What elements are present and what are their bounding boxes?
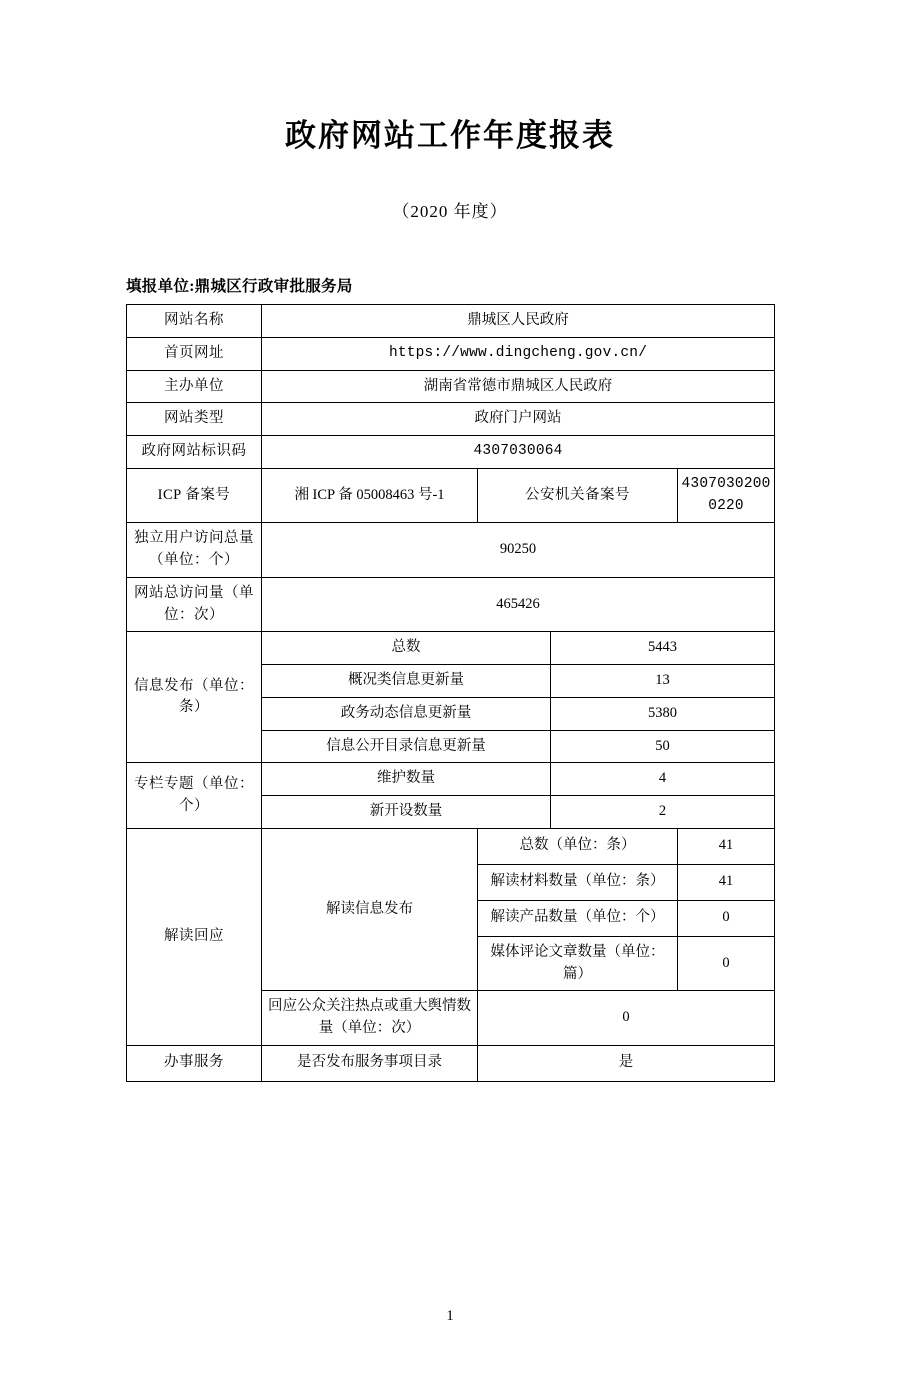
table-row	[127, 305, 775, 338]
table-row	[127, 337, 775, 370]
site-name-label: 网站名称	[127, 305, 262, 338]
service-label: 办事服务	[127, 1045, 262, 1081]
interpretation-row-name: 总数（单位：条）	[478, 828, 678, 864]
column-topic-label: 专栏专题（单位：个）	[127, 763, 262, 829]
info-publish-row-name: 概况类信息更新量	[262, 665, 551, 698]
table-row	[127, 632, 775, 665]
info-publish-row-name: 总数	[262, 632, 551, 665]
service-directory-value: 是	[478, 1045, 775, 1081]
info-publish-row-value: 5380	[551, 697, 775, 730]
page-subtitle: （2020 年度）	[392, 202, 508, 221]
info-publish-label: 信息发布（单位：条）	[127, 632, 262, 763]
unique-visitors-value: 90250	[262, 523, 775, 578]
info-publish-row-value: 50	[551, 730, 775, 763]
interpretation-row-value: 0	[678, 900, 775, 936]
total-visits-value: 465426	[262, 577, 775, 632]
site-code-value: 4307030064	[262, 436, 775, 469]
site-code-label: 政府网站标识码	[127, 436, 262, 469]
homepage-label: 首页网址	[127, 337, 262, 370]
homepage-value: https://www.dingcheng.gov.cn/	[262, 337, 775, 370]
interpretation-row-value: 0	[678, 936, 775, 991]
column-topic-row-name: 新开设数量	[262, 796, 551, 829]
interpretation-row-value: 41	[678, 828, 775, 864]
table-row	[127, 577, 775, 632]
info-publish-row-value: 13	[551, 665, 775, 698]
interpretation-label: 解读回应	[127, 828, 262, 1045]
info-publish-row-value: 5443	[551, 632, 775, 665]
site-type-label: 网站类型	[127, 403, 262, 436]
column-topic-row-value: 2	[551, 796, 775, 829]
site-name-value: 鼎城区人民政府	[262, 305, 775, 338]
table-row	[127, 468, 775, 523]
table-row	[127, 763, 775, 796]
table-row	[127, 523, 775, 578]
table-row	[127, 828, 775, 864]
response-hotspot-label: 回应公众关注热点或重大舆情数量（单位：次）	[262, 991, 478, 1046]
interpretation-row-name: 解读产品数量（单位：个）	[478, 900, 678, 936]
interpretation-publish-label: 解读信息发布	[262, 828, 478, 991]
table-row	[127, 436, 775, 469]
response-hotspot-value: 0	[478, 991, 775, 1046]
icp-label: ICP 备案号	[127, 468, 262, 523]
page-number: 1	[446, 1308, 454, 1324]
sponsor-label: 主办单位	[127, 370, 262, 403]
page-title: 政府网站工作年度报表	[285, 118, 615, 154]
interpretation-row-value: 41	[678, 864, 775, 900]
site-type-value: 政府门户网站	[262, 403, 775, 436]
unique-visitors-label: 独立用户访问总量（单位：个）	[127, 523, 262, 578]
icp-value: 湘 ICP 备 05008463 号-1	[262, 468, 478, 523]
table-row	[127, 1045, 775, 1081]
interpretation-row-name: 媒体评论文章数量（单位：篇）	[478, 936, 678, 991]
total-visits-label: 网站总访问量（单位：次）	[127, 577, 262, 632]
filing-unit-line: 填报单位:鼎城区行政审批服务局	[126, 278, 353, 295]
sponsor-value: 湖南省常德市鼎城区人民政府	[262, 370, 775, 403]
table-row	[127, 370, 775, 403]
table-row	[127, 403, 775, 436]
police-record-value: 43070302000220	[678, 468, 775, 523]
service-directory-label: 是否发布服务事项目录	[262, 1045, 478, 1081]
interpretation-row-name: 解读材料数量（单位：条）	[478, 864, 678, 900]
info-publish-row-name: 信息公开目录信息更新量	[262, 730, 551, 763]
column-topic-row-value: 4	[551, 763, 775, 796]
annual-report-table	[126, 304, 775, 1082]
document-page	[0, 110, 900, 1383]
column-topic-row-name: 维护数量	[262, 763, 551, 796]
info-publish-row-name: 政务动态信息更新量	[262, 697, 551, 730]
police-record-label: 公安机关备案号	[478, 468, 678, 523]
